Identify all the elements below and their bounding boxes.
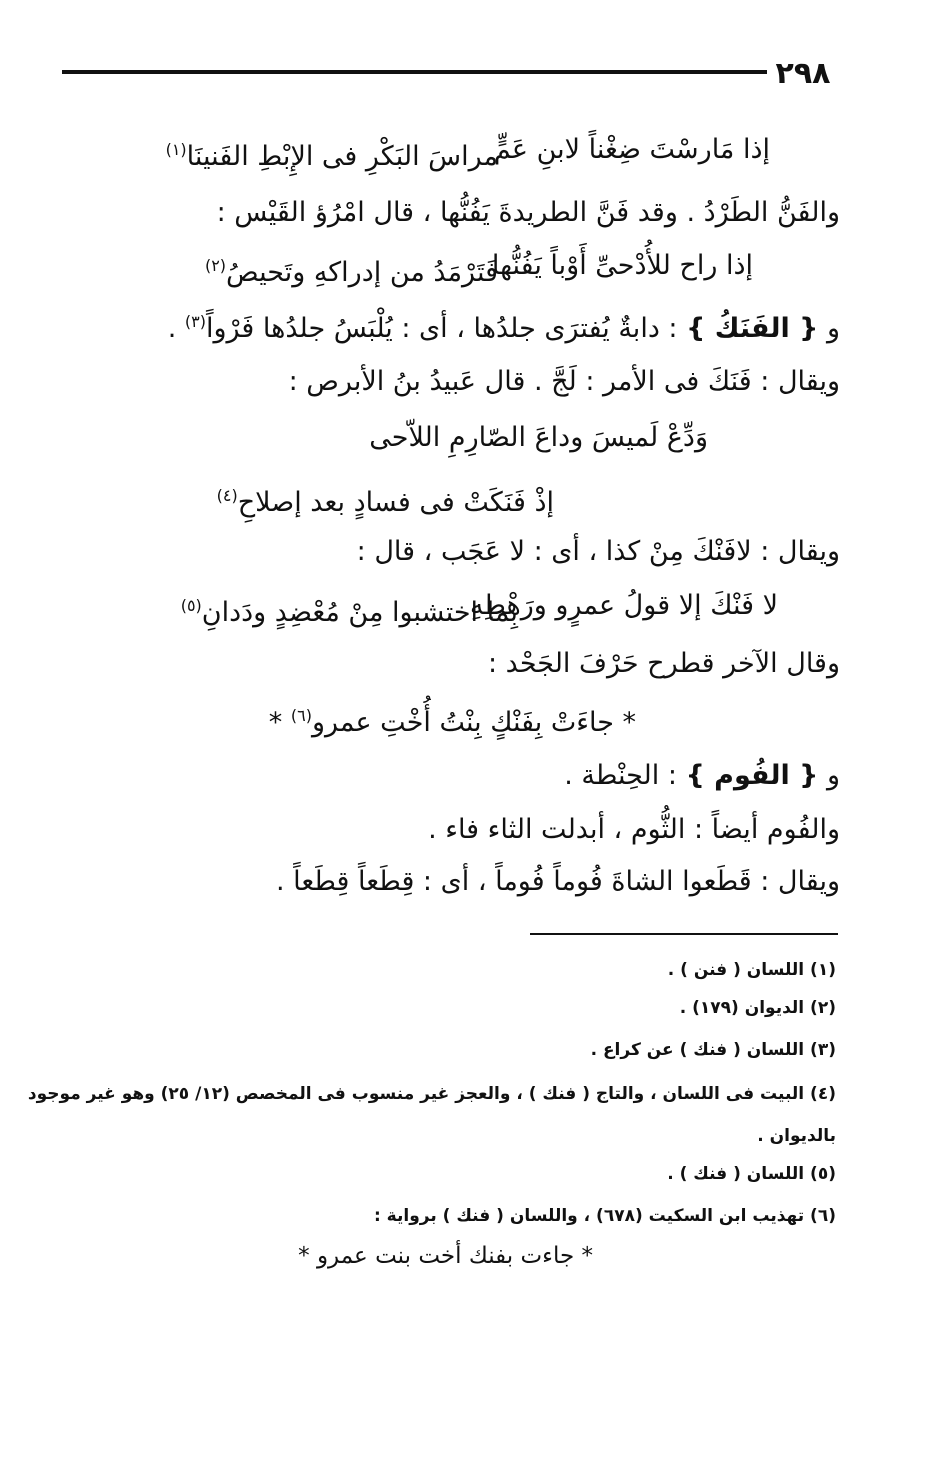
footnote-3: (٣) اللسان ( فنك ) عن كراع . [590, 1040, 836, 1060]
footnote-4-line-2: بالديوان . [757, 1126, 836, 1146]
entry-line-fum [564, 756, 840, 796]
footnote-5: (٥) اللسان ( فنك ) . [667, 1164, 836, 1184]
verse-text: * جاءَتْ بِفَنْكٍ بِنْتُ أُخْتِ عمرو [311, 707, 636, 738]
verse-text: مراسَ البَكْرِ فى الإِبْطِ الفَنينَا [186, 141, 498, 172]
text-line-10: وقال الآخر قطرح حَرْفَ الجَحْد : [487, 648, 840, 679]
text-line-13: والفُوم أيضاً : الثُّوم ، أبدلت الثاء فاء . [428, 814, 840, 845]
text-line-5: ويقال : فَنَكَ فى الأمر : لَجَّ . قال عَبيدُ بنُ الأبرص : [288, 366, 840, 397]
entry-end: . [167, 313, 177, 344]
footnote-2: (٢) الديوان (١٧٩) . [679, 998, 836, 1018]
verse-text: بِما اختشبوا مِنْ مُعْضِدٍ ودَدانِ [201, 597, 518, 628]
verse-1-first-hemistich: إذا مَارسْتَ ضِغْناً لابنِ عَمٍّ [493, 134, 770, 165]
header-rule [62, 70, 767, 74]
verse-3-second-line [217, 476, 554, 523]
verse-5 [269, 696, 636, 743]
entry-headword: { الفُوم } [685, 760, 819, 791]
footnote-ref: (٥) [180, 596, 202, 615]
verse-4-first-hemistich: لا فَنْكَ إلا قولُ عمرٍو ورَهْطِهِ [469, 590, 778, 621]
entry-headword: { الفَنَكُ } [686, 313, 819, 344]
verse-4-second-hemistich [181, 586, 518, 633]
verse-2-first-hemistich: إذا راح للأُدْحىِّ أَوْباً يَفُنُّها [491, 250, 753, 281]
verse-end-star: * [268, 707, 283, 738]
entry-prefix: و [826, 760, 840, 791]
footnote-ref: (١) [165, 140, 187, 159]
footnote-ref: (٦) [290, 706, 312, 725]
entry-line-fanak [168, 302, 840, 349]
footnote-ref: (٢) [204, 256, 227, 275]
footnote-ref: (٣) [184, 312, 206, 331]
verse-text: إذْ فَنَكَتْ فى فسادٍ بعد إصلاحِ [237, 487, 554, 518]
text-line-8: ويقال : لافَنْكَ مِنْ كذا ، أى : لا عَجَب ، قال : [356, 536, 840, 567]
entry-prefix: و [826, 313, 840, 344]
verse-3-first-line: وَدِّعْ لَميسَ وداعَ الصّارِمِ اللاّحى [369, 422, 708, 453]
entry-definition: : دابةٌ يُفترَى جلدُها ، أى : يُلْبَسُ جلدُها فَرْواً [205, 313, 678, 344]
text-line-2: والفَنُّ الطَرْدُ . وقد فَنَّ الطريدةَ يَفُنُّها ، قال امْرُؤ القَيْس : [216, 197, 840, 228]
text-line-14: ويقال : قَطَعوا الشاةَ فُوماً فُوماً ، أى : قِطَعاً قِطَعاً . [275, 866, 840, 897]
verse-text: فَتَرْمَدُ من إدراكهِ وتَحيصُ [226, 257, 498, 288]
page-number: ٢٩٨ [775, 56, 831, 91]
footnote-ref: (٤) [216, 486, 238, 505]
footnote-4-line-1: (٤) البيت فى اللسان ، والتاج ( فنك ) ، والعجز غير منسوب فى المخصص (١٢/ ٢٥) وهو غير موجود [27, 1084, 836, 1104]
footnote-6-verse: * جاءت بفنك أخت بنت عمرو * [298, 1243, 593, 1269]
footnote-rule [530, 933, 838, 935]
footnote-6: (٦) تهذيب ابن السكيت (٦٧٨) ، واللسان ( فنك ) برواية : [373, 1206, 836, 1226]
verse-1-second-hemistich [166, 130, 498, 177]
verse-2-second-hemistich [205, 246, 498, 293]
footnote-1: (١) اللسان ( فنن ) . [667, 960, 836, 980]
entry-definition: : الحِنْطة . [564, 760, 677, 791]
